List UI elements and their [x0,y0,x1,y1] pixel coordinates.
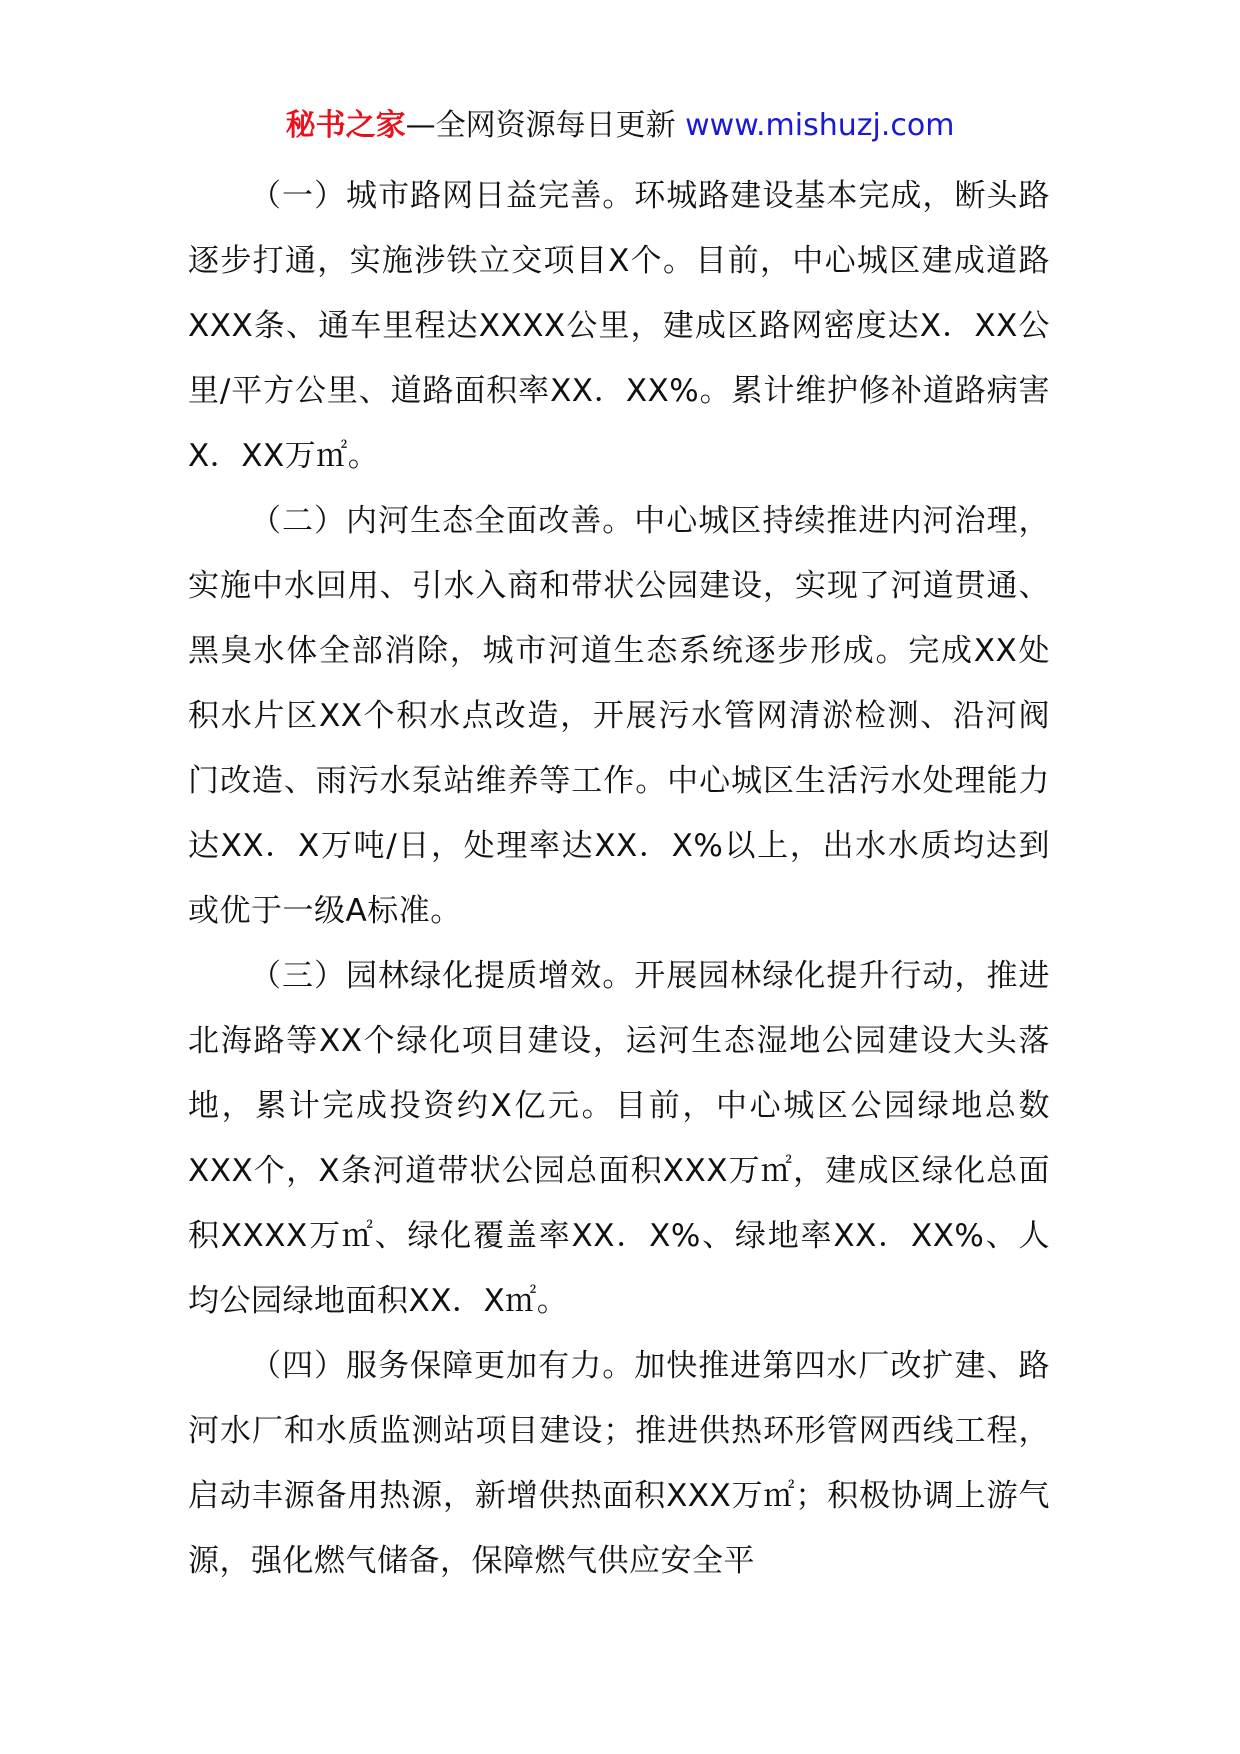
document-body [188,164,1050,1594]
paragraph-river-ecology: （二）内河生态全面改善。中心城区持续推进内河治理，实施中水回用、引水入商和带状公园建设，实现了河道贯通、黑臭水体全部消除，城市河道生态系统逐步形成。完成XX处积水片区XX个积水点改造，开展污水管网清淤检测、沿河阀门改造、雨污水泵站维养等工作。中心城区生活污水处理能力达XX．X万吨/日，处理率达XX．X%以上，出水水质均达到或优于一级A标准。 [188,503,1050,929]
watermark-header [0,104,1240,148]
paragraph-road-network: （一）城市路网日益完善。环城路建设基本完成，断头路逐步打通，实施涉铁立交项目X个。目前，中心城区建成道路XXX条、通车里程达XXXX公里，建成区路网密度达X．XX公里/平方公里、道路面积率XX．XX%。累计维护修补道路病害X．XX万㎡。 [188,178,1050,474]
paragraph-landscaping: （三）园林绿化提质增效。开展园林绿化提升行动，推进北海路等XX个绿化项目建设，运河生态湿地公园建设大头落地，累计完成投资约X亿元。目前，中心城区公园绿地总数XXX个，X条河道带状公园总面积XXX万㎡，建成区绿化总面积XXXX万㎡、绿化覆盖率XX．X%、绿地率XX．XX%、人均公园绿地面积XX．X㎡。 [188,958,1050,1319]
header-tagline: —全网资源每日更新 [405,108,676,143]
header-url[interactable]: www.mishuzj.com [685,108,955,143]
paragraph-service-guarantee: （四）服务保障更加有力。加快推进第四水厂改扩建、路河水厂和水质监测站项目建设；推进供热环形管网西线工程，启动丰源备用热源，新增供热面积XXX万㎡；积极协调上游气源，强化燃气储备，保障燃气供应安全平 [188,1348,1050,1579]
header-brand: 秘书之家 [285,108,406,143]
